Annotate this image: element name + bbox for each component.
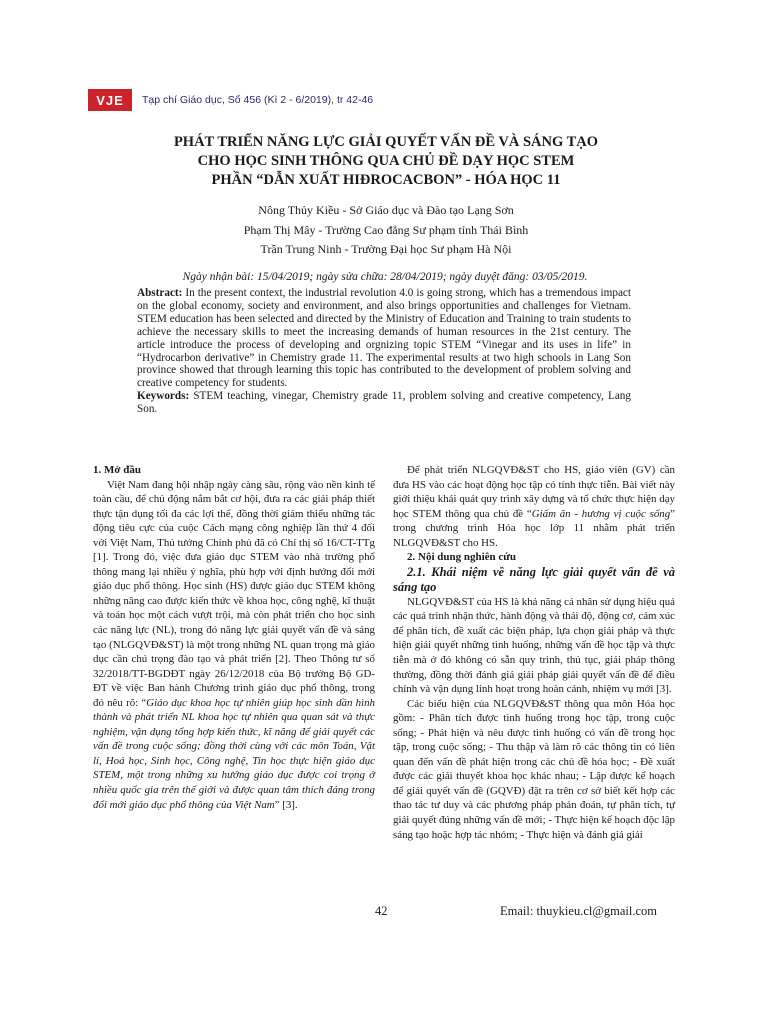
author-line: Trần Trung Ninh - Trường Đại học Sư phạm Hà Nội [260,242,512,256]
intro-quote: Giáo dục khoa học tự nhiên giúp học sinh dần hình thành và phát triển NL khoa học tự nhiên qua quan sát và thực nghiệm, vận dụng tổng hợp kiến thức, kĩ năng để giải quyết các vấn đề trong cuộc sống; đồng thời cùng với các môn Toán, Vật lí, Hoá học, Sinh học, Công nghệ, Tin học thực hiện giáo dục STEM, một trong những xu hướng giáo dục được coi trọng ở nhiều quốc gia trên thế giới và được quan tâm thích đáng trong đổi mới giáo dục phổ thông của Việt Nam [93,696,375,811]
intro-paragraph [93,478,375,813]
author-line: Nông Thủy Kiều - Sở Giáo dục và Đào tạo Lạng Sơn [258,203,514,217]
title-line: PHÁT TRIỂN NĂNG LỰC GIẢI QUYẾT VẤN ĐỀ VÀ SÁNG TẠO [173,134,599,150]
title-line: PHẦN “DẪN XUẤT HIĐROCACBON” - HÓA HỌC 11 [211,172,561,188]
page-footer [0,904,768,924]
intro-text: Việt Nam đang hội nhập ngày càng sâu, rộng vào nền kinh tế toàn cầu, để chủ động nắm bắt cơ hội, đưa ra các giải pháp thiết thực tận dụng tối đa các lợi thế, đồng thời giảm thiểu những tác động tiêu cực của cuộc Cách mạng công nghiệp lần thứ 4 đối với Việt Nam, Thủ tướng Chính phủ đã có Chỉ thị số 16/CT-TTg [1]. Trong đó, việc đưa giáo dục STEM vào nhà trường phổ thông mang lại nhiều ý nghĩa, phù hợp với định hướng đổi mới giáo dục phổ thông. Học sinh (HS) được giáo dục STEM không những nâng cao được kiến thức về khoa học, công nghệ, kĩ thuật và toán học một cách vượt trội, mà còn phát triển cho học sinh các năng lực (NL), trong đó năng lực giải quyết vấn đề và sáng tạo (NLGQVĐ&ST) là một trong những NL quan trọng mà giáo dục cần chú trọng đào tạo và phát triển [2]. Theo Thông tư số 32/2018/TT-BGDĐT ngày 26/12/2018 của Bộ trưởng Bộ GD-ĐT về việc Ban hành Chương trình giáo dục phổ thông, trong đó nêu rõ: “ [93,478,375,709]
journal-citation: Tạp chí Giáo dục, Số 456 (Kì 2 - 6/2019), tr 42-46 [142,94,374,106]
topic-name: Giấm ăn - hương vị cuộc sống [531,507,671,520]
section-heading-content: 2. Nội dung nghiên cứu [407,551,516,564]
right-column [393,463,675,842]
author-email: Email: thuykieu.cl@gmail.com [500,904,657,918]
title-line: CHO HỌC SINH THÔNG QUA CHỦ ĐỀ DẠY HỌC STEM [197,153,575,169]
page-number: 42 [375,904,388,918]
journal-logo: VJE [88,89,132,111]
purpose-text-end: ” trong chương trình Hóa học lớp 11 nhằm phát triển NLGQVĐ&ST cho HS. [393,507,675,549]
definition-paragraph: NLGQVĐ&ST của HS là khả năng cá nhân sử dụng hiệu quả các quá trình nhận thức, hành động và thái độ, động cơ, cảm xúc để phân tích, đề xuất các biện pháp, lựa chọn giải pháp và thực hiện giải quyết những tình huống, những vấn đề học tập và thực tiễn mà ở đó không có sẵn quy trình, thủ tục, giải pháp thông thường, đồng thời đánh giá giải pháp giải quyết vấn đề để điều chỉnh và vận dụng linh hoạt trong hoàn cảnh, nhiệm vụ mới [3]. [393,595,675,696]
abstract-label: Abstract: [137,287,183,299]
article-title [96,133,676,190]
article-dates: Ngày nhận bài: 15/04/2019; ngày sửa chữa: 28/04/2019; ngày duyệt đăng: 03/05/2019. [182,271,588,283]
keywords-text: STEM teaching, vinegar, Chemistry grade 11, problem solving and creative competency, Lang Son. [137,390,631,416]
author-list [96,201,676,260]
purpose-text: Để phát triển NLGQVĐ&ST cho HS, giáo viên (GV) cần đưa HS vào các hoạt động học tập có tính thực tiễn. Bài viết này giới thiệu khái quát quy trình xây dựng và tổ chức thực hiện dạy học STEM thông qua chủ đề “ [393,464,675,520]
manifestation-paragraph: Các biểu hiện của NLGQVĐ&ST thông qua môn Hóa học gồm: - Phân tích được tình huống trong học tập, trong cuộc sống; - Phát hiện và nêu được tình huống có vấn đề trong học tập, trong cuộc sống; - Thu thập và làm rõ các thông tin có liên quan đến vấn đề phát hiện trong các chủ đề hóa học; - Đề xuất được các giải thuyết khoa học khác nhau; - Lập được kế hoạch để giải quyết vấn đề (GQVĐ) đặt ra trên cơ sở biết kết hợp các thao tác tư duy và các phương pháp phán đoán, tự phân tích, tự giải quyết đúng những vấn đề mới; - Thực hiện kế hoạch độc lập sáng tạo hoặc hợp tác nhóm; - Thực hiện và đánh giá giải [393,697,675,841]
section-heading-intro: 1. Mở đầu [93,464,141,476]
intro-quote-end: ” [3]. [274,798,298,811]
left-column [93,463,375,812]
subsection-heading: 2.1. Khái niệm về năng lực giải quyết vấn đề và sáng tạo [393,564,675,594]
abstract-paragraph [137,287,631,390]
journal-header [88,89,373,111]
purpose-paragraph [393,463,675,550]
abstract-block [137,287,631,416]
abstract-text: In the present context, the industrial revolution 4.0 is going strong, which has a tremendous impact on the global economy, society and environment, and also brings opportunities and challenges for Vietnam. STEM education has been selected and directed by the Ministry of Education and Training to train students to achieve the necessary skills to meet the increasing demands of human resources in the 21st century. The article introduce the process of developing and orgnizing topic STEM “Vinegar and its uses in life” in “Hydrocarbon derivative” in Chemistry grade 11. The experimental results at two high schools in Lang Son province showed that through learning this topic has contributed to the development of problem solving and creative competency for students. [137,287,631,390]
keywords-label: Keywords: [137,390,190,403]
author-line: Phạm Thị Mây - Trường Cao đẳng Sư phạm tỉnh Thái Bình [243,222,529,237]
keywords-paragraph [137,390,631,416]
